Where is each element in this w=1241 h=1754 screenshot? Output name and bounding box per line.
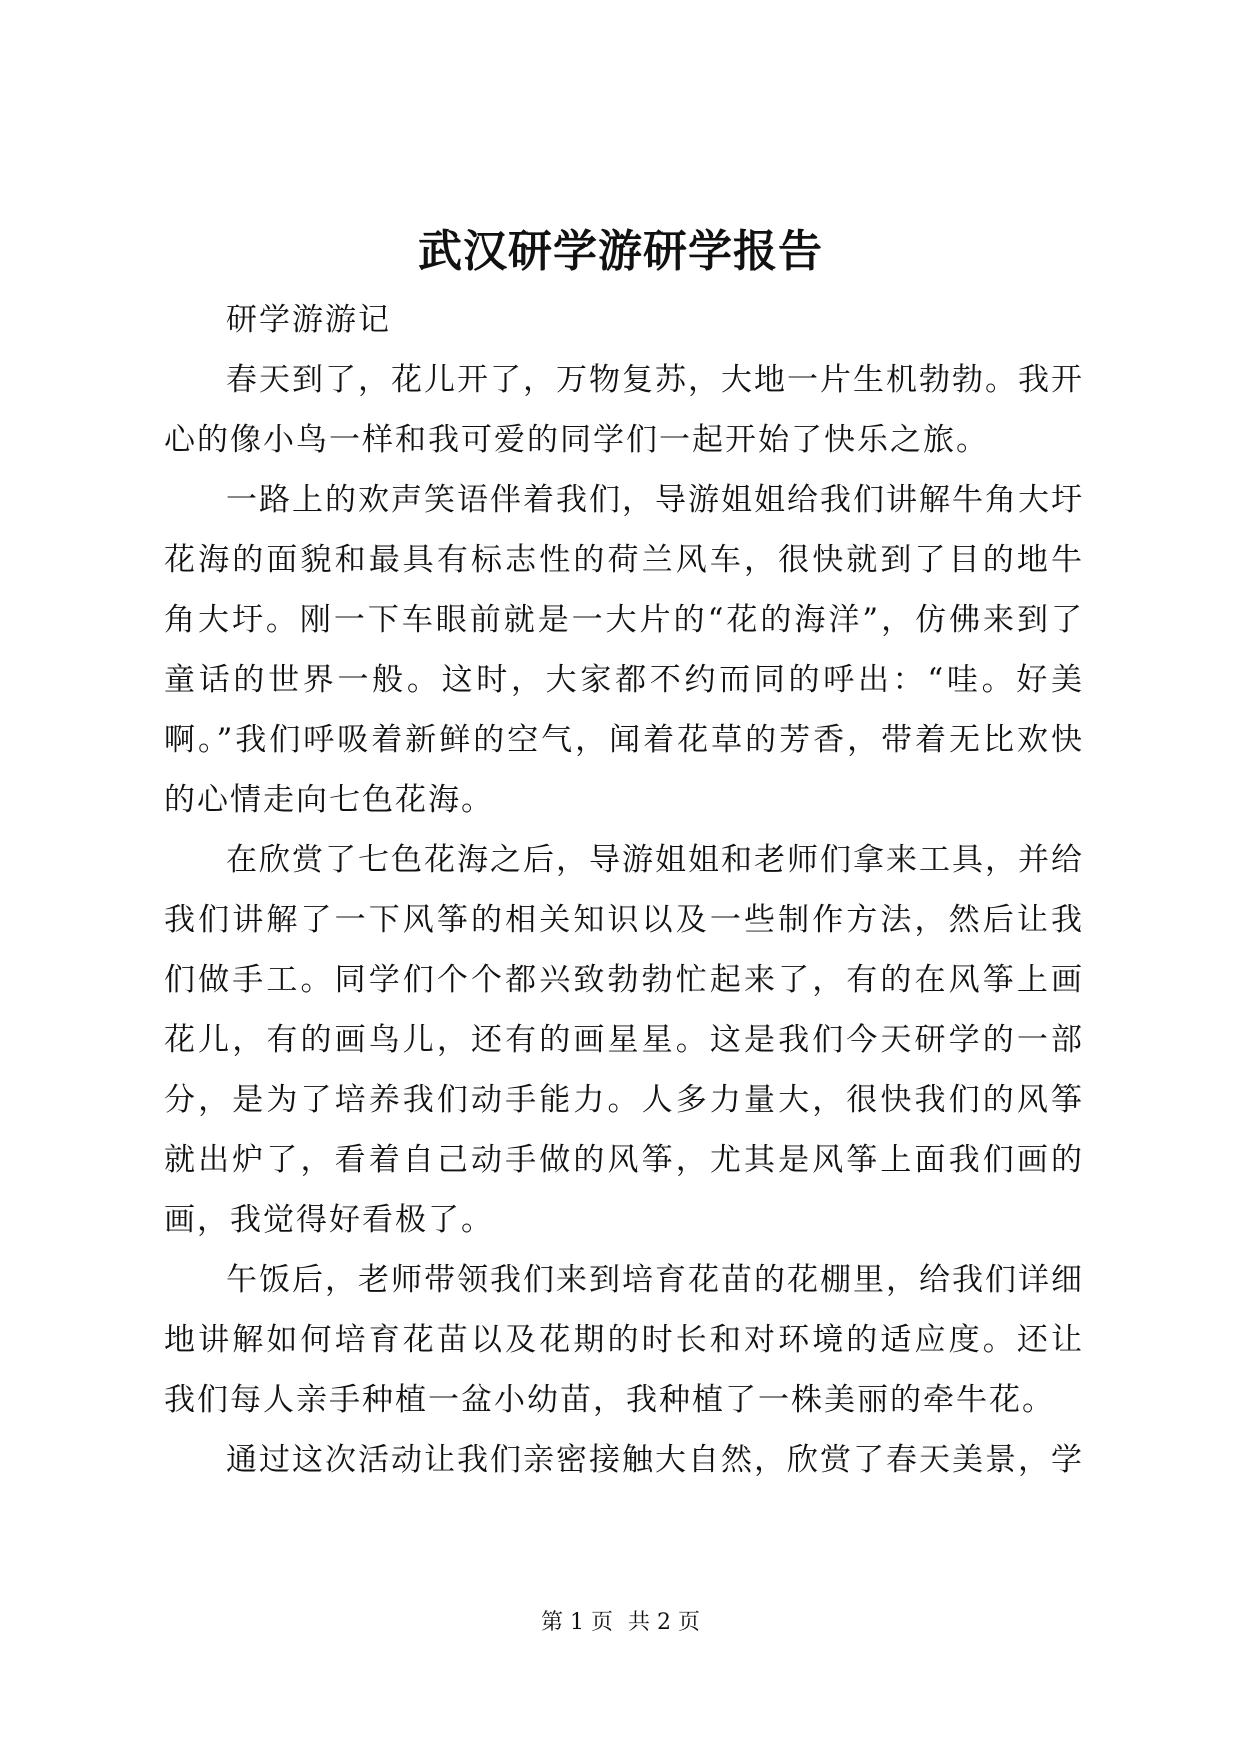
page-total: 共 2 页 xyxy=(628,1610,700,1635)
paragraph: 通过这次活动让我们亲密接触大自然，欣赏了春天美景，学 xyxy=(226,1442,1084,1478)
page-number: 第 1 页 xyxy=(541,1610,613,1635)
page-footer xyxy=(0,1608,1241,1638)
paragraph: 一路上的欢声笑语伴着我们，导游姐姐给我们讲解牛角大圩花海的面貌和最具有标志性的荷兰风车，很快就到了目的地牛角大圩。刚一下车眼前就是一大片的“花的海洋”，仿佛来到了童话的世界一般。这时，大家都不约而同的呼出：“哇。好美啊。”我们呼吸着新鲜的空气，闻着花草的芳香，带着无比欢快的心情走向七色花海。 xyxy=(164,482,1084,818)
document-body xyxy=(164,290,1084,1490)
paragraph: 春天到了，花儿开了，万物复苏，大地一片生机勃勃。我开心的像小鸟一样和我可爱的同学们一起开始了快乐之旅。 xyxy=(164,362,1084,458)
paragraph: 在欣赏了七色花海之后，导游姐姐和老师们拿来工具，并给我们讲解了一下风筝的相关知识以及一些制作方法，然后让我们做手工。同学们个个都兴致勃勃忙起来了，有的在风筝上画花儿，有的画鸟儿，还有的画星星。这是我们今天研学的一部分，是为了培养我们动手能力。人多力量大，很快我们的风筝就出炉了，看着自己动手做的风筝，尤其是风筝上面我们画的画，我觉得好看极了。 xyxy=(164,842,1084,1238)
paragraph: 午饭后，老师带领我们来到培育花苗的花棚里，给我们详细地讲解如何培育花苗以及花期的时长和对环境的适应度。还让我们每人亲手种植一盆小幼苗，我种植了一株美丽的牵牛花。 xyxy=(164,1262,1084,1418)
paragraph: 研学游游记 xyxy=(226,302,391,338)
document-title: 武汉研学游研学报告 xyxy=(418,226,823,277)
